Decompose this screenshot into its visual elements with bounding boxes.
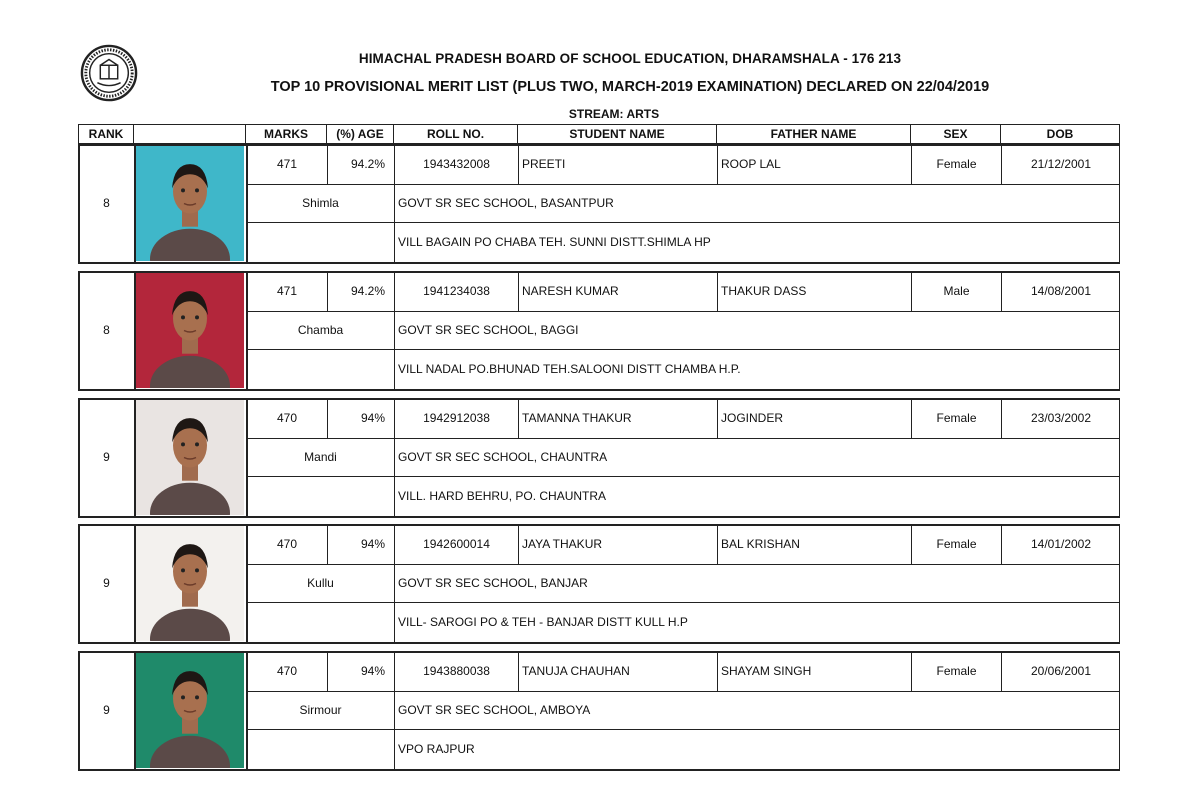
col-father-name: FATHER NAME bbox=[717, 124, 911, 144]
page-title: TOP 10 PROVISIONAL MERIT LIST (PLUS TWO, MARCH-2019 EXAMINATION) DECLARED ON 22/04/2019 bbox=[270, 79, 990, 95]
marks-cell: 471 bbox=[276, 157, 298, 171]
table-rule bbox=[911, 398, 912, 438]
table-rule bbox=[1001, 651, 1002, 691]
table-rule bbox=[911, 144, 912, 184]
table-rule bbox=[518, 144, 519, 184]
table-rule bbox=[394, 184, 395, 262]
roll-no-cell: 1942600014 bbox=[423, 537, 490, 551]
father-name-cell: SHAYAM SINGH bbox=[721, 664, 812, 678]
student-name-cell: NARESH KUMAR bbox=[522, 284, 619, 298]
percent-cell: 94% bbox=[360, 537, 385, 551]
percent-cell: 94.2% bbox=[350, 284, 385, 298]
roll-no-cell: 1943432008 bbox=[423, 157, 490, 171]
sex-cell: Female bbox=[936, 157, 977, 171]
table-rule bbox=[78, 769, 1120, 771]
table-rule bbox=[1001, 144, 1002, 184]
percent-cell: 94% bbox=[360, 664, 385, 678]
school-cell: GOVT SR SEC SCHOOL, BAGGI bbox=[398, 323, 579, 337]
marks-cell: 470 bbox=[276, 411, 298, 425]
district-cell: Sirmour bbox=[299, 703, 342, 717]
table-rule bbox=[717, 271, 718, 311]
table-rule bbox=[327, 271, 328, 311]
table-rule bbox=[518, 651, 519, 691]
rank-cell: 9 bbox=[103, 703, 110, 717]
stream-label: STREAM: ARTS bbox=[568, 107, 660, 121]
roll-no-cell: 1943880038 bbox=[423, 664, 490, 678]
col-student-name: STUDENT NAME bbox=[518, 124, 717, 144]
table-rule bbox=[717, 144, 718, 184]
table-rule bbox=[394, 311, 395, 389]
father-name-cell: JOGINDER bbox=[721, 411, 784, 425]
father-name-cell: BAL KRISHAN bbox=[721, 537, 800, 551]
sex-cell: Male bbox=[943, 284, 970, 298]
school-cell: GOVT SR SEC SCHOOL, CHAUNTRA bbox=[398, 450, 608, 464]
student-name-cell: TANUJA CHAUHAN bbox=[522, 664, 630, 678]
student-name-cell: PREETI bbox=[522, 157, 566, 171]
marks-cell: 470 bbox=[276, 664, 298, 678]
school-cell: GOVT SR SEC SCHOOL, BASANTPUR bbox=[398, 196, 614, 210]
table-rule bbox=[518, 524, 519, 564]
father-name-cell: THAKUR DASS bbox=[721, 284, 807, 298]
dob-cell: 21/12/2001 bbox=[1030, 157, 1092, 171]
table-rule bbox=[717, 398, 718, 438]
address-cell: VPO RAJPUR bbox=[398, 742, 475, 756]
dob-cell: 14/08/2001 bbox=[1030, 284, 1092, 298]
percent-cell: 94.2% bbox=[350, 157, 385, 171]
district-cell: Chamba bbox=[297, 323, 344, 337]
district-cell: Shimla bbox=[302, 196, 339, 210]
student-photo bbox=[136, 526, 244, 641]
table-rule bbox=[717, 524, 718, 564]
table-rule bbox=[394, 691, 395, 769]
percent-cell: 94% bbox=[360, 411, 385, 425]
roll-no-cell: 1941234038 bbox=[423, 284, 490, 298]
school-cell: GOVT SR SEC SCHOOL, AMBOYA bbox=[398, 703, 591, 717]
marks-cell: 470 bbox=[276, 537, 298, 551]
table-rule bbox=[327, 398, 328, 438]
col-rank: RANK bbox=[78, 124, 134, 144]
sex-cell: Female bbox=[936, 537, 977, 551]
marks-cell: 471 bbox=[276, 284, 298, 298]
student-photo bbox=[136, 146, 244, 261]
table-rule bbox=[1001, 398, 1002, 438]
col-dob: DOB bbox=[1001, 124, 1120, 144]
student-photo bbox=[136, 400, 244, 515]
table-rule bbox=[394, 271, 395, 311]
table-rule bbox=[394, 438, 395, 516]
rank-cell: 9 bbox=[103, 576, 110, 590]
table-rule bbox=[78, 516, 1120, 518]
table-rule bbox=[327, 144, 328, 184]
table-rule bbox=[394, 524, 395, 564]
district-cell: Kullu bbox=[307, 576, 334, 590]
rank-cell: 8 bbox=[103, 323, 110, 337]
col-roll: ROLL NO. bbox=[394, 124, 518, 144]
table-rule bbox=[911, 651, 912, 691]
address-cell: VILL- SAROGI PO & TEH - BANJAR DISTT KULL H.P bbox=[398, 615, 688, 629]
table-rule bbox=[394, 144, 395, 184]
table-rule bbox=[518, 271, 519, 311]
table-rule bbox=[327, 524, 328, 564]
table-rule bbox=[1001, 271, 1002, 311]
board-title: HIMACHAL PRADESH BOARD OF SCHOOL EDUCATION, DHARAMSHALA - 176 213 bbox=[358, 51, 902, 66]
dob-cell: 20/06/2001 bbox=[1030, 664, 1092, 678]
table-rule bbox=[911, 271, 912, 311]
student-name-cell: TAMANNA THAKUR bbox=[522, 411, 632, 425]
table-rule bbox=[911, 524, 912, 564]
address-cell: VILL NADAL PO.BHUNAD TEH.SALOONI DISTT CHAMBA H.P. bbox=[398, 362, 741, 376]
col-sex: SEX bbox=[911, 124, 1001, 144]
student-photo bbox=[136, 653, 244, 768]
student-photo bbox=[136, 273, 244, 388]
table-rule bbox=[327, 651, 328, 691]
address-cell: VILL BAGAIN PO CHABA TEH. SUNNI DISTT.SHIMLA HP bbox=[398, 235, 711, 249]
table-rule bbox=[78, 389, 1120, 391]
father-name-cell: ROOP LAL bbox=[721, 157, 781, 171]
district-cell: Mandi bbox=[304, 450, 337, 464]
table-rule bbox=[1001, 524, 1002, 564]
dob-cell: 23/03/2002 bbox=[1030, 411, 1092, 425]
table-rule bbox=[394, 651, 395, 691]
roll-no-cell: 1942912038 bbox=[423, 411, 490, 425]
table-rule bbox=[717, 651, 718, 691]
col-photo bbox=[134, 124, 246, 144]
address-cell: VILL. HARD BEHRU, PO. CHAUNTRA bbox=[398, 489, 607, 503]
school-cell: GOVT SR SEC SCHOOL, BANJAR bbox=[398, 576, 588, 590]
table-rule bbox=[518, 398, 519, 438]
table-rule bbox=[78, 642, 1120, 644]
sex-cell: Female bbox=[936, 411, 977, 425]
col-marks: MARKS bbox=[246, 124, 327, 144]
student-name-cell: JAYA THAKUR bbox=[522, 537, 603, 551]
table-rule bbox=[394, 564, 395, 642]
rank-cell: 9 bbox=[103, 450, 110, 464]
dob-cell: 14/01/2002 bbox=[1030, 537, 1092, 551]
rank-cell: 8 bbox=[103, 196, 110, 210]
table-rule bbox=[394, 398, 395, 438]
col-percent: (%) AGE bbox=[327, 124, 394, 144]
sex-cell: Female bbox=[936, 664, 977, 678]
table-rule bbox=[78, 262, 1120, 264]
